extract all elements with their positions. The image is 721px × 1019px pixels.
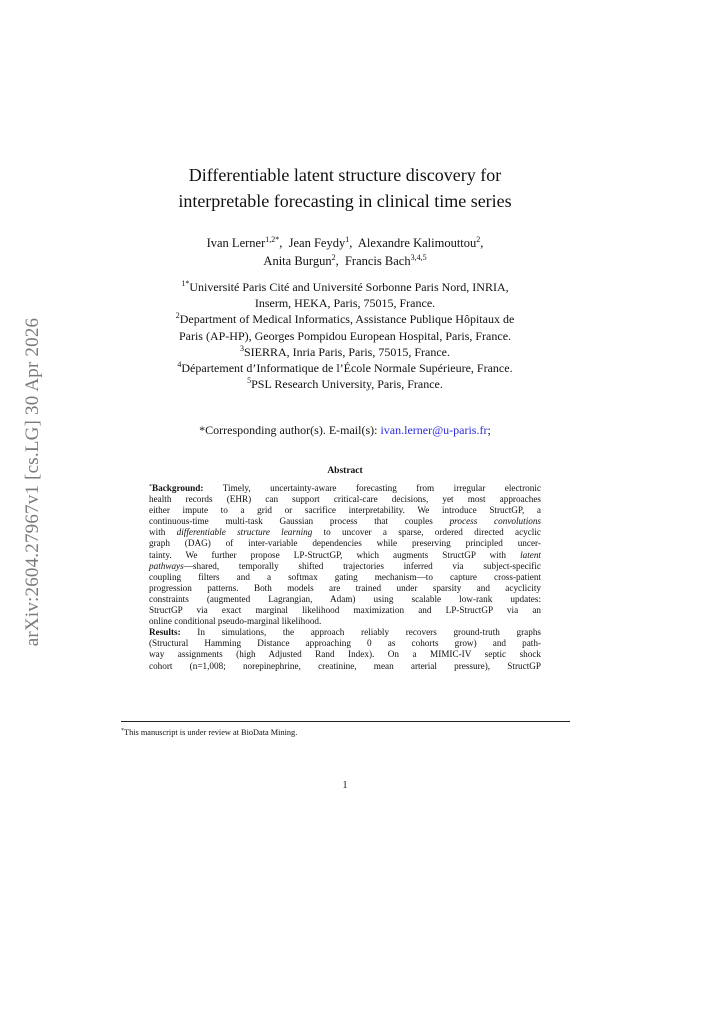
author-line-2: Anita Burgun$^2$, Francis Bach$^{3,4,5}$	[263, 253, 427, 268]
affiliation-line: $^3$SIERRA, Inria Paris, Paris, 75015, France.	[240, 343, 450, 359]
abstract-line: health records (EHR) can support critical-care decisions, yet most approaches	[149, 494, 541, 505]
author-affiliation-mark: 2	[331, 253, 336, 262]
affiliation-line: Inserm, HEKA, Paris, 75015, France.	[254, 296, 436, 311]
affiliation-line: Paris (AP-HP), Georges Pompidou European Hospital, Paris, France.	[178, 328, 512, 343]
abstract-line: graph (DAG) of inter-variable dependencies while preserving principled uncer-	[149, 538, 541, 549]
author-affiliation-mark: 2	[476, 235, 481, 244]
affiliation-line: $^5$PSL Research University, Paris, France.	[247, 376, 443, 392]
abstract-line: (Structural Hamming Distance approaching 0 as cohorts grow) and path-	[149, 638, 541, 649]
author-name: Jean Feydy	[288, 236, 346, 250]
title-line-1: Differentiable latent structure discovery for	[188, 165, 502, 185]
abstract-line: constraints (augmented Lagrangian, Adam) using scalable low-rank updates:	[149, 593, 541, 604]
abstract-line: progression patterns. Both models are trained under sparsity and acyclicity	[149, 582, 541, 593]
abstract-line: Results: In simulations, the approach reliably recovers ground-truth graphs	[149, 627, 542, 638]
author-affiliation-mark: 3,4,5	[410, 253, 427, 262]
affiliation-line: $^2$Department of Medical Informatics, Assistance Publique Hôpitaux de	[175, 311, 515, 327]
author-name: Francis Bach	[344, 254, 411, 268]
email-link[interactable]: ivan.lerner@u-paris.fr	[380, 423, 488, 437]
abstract-line: tainty. We further propose LP-StructGP, which augments StructGP with latent	[149, 549, 541, 560]
abstract-line: coupling filters and a softmax gating mechanism—to capture cross-patient	[149, 571, 541, 582]
abstract-line: with differentiable structure learning to uncover a sparse, ordered directed acyclic	[149, 527, 541, 538]
affiliation-line: $^{1*}$Université Paris Cité and Université Sorbonne Paris Nord, INRIA,	[181, 279, 509, 294]
author-affiliation-mark: 1	[345, 235, 350, 244]
abstract-line: pathways—shared, temporally shifted trajectories inferred via subject-specific	[149, 560, 541, 571]
corresponding-label: *Corresponding author(s). E-mail(s):	[199, 423, 378, 437]
page-number: 1	[342, 780, 348, 791]
abstract-line: StructGP via exact marginal likelihood maximization and LP-StructGP via an	[149, 605, 541, 616]
corresponding-author: *Corresponding author(s). E-mail(s): ivan.lerner@u-paris.fr;	[199, 423, 491, 437]
abstract-body	[149, 482, 541, 672]
author-name: Ivan Lerner	[206, 236, 266, 250]
abstract-line: either impute to a grid or sacrifice interpretability. We introduce StructGP, a	[149, 505, 541, 516]
author-name: Anita Burgun	[263, 254, 332, 268]
abstract-line: online conditional pseudo-marginal likelihood.	[149, 616, 322, 627]
paper-title	[140, 162, 550, 214]
footnote: *This manuscript is under review at BioData Mining.	[121, 728, 298, 737]
author-line-1: Ivan Lerner$^{1,2*}$, Jean Feydy$^1$, Alexandre Kalimouttou$^2$,	[206, 235, 484, 250]
affiliation-list	[120, 279, 570, 392]
affiliation-line: $^4$Département d’Informatique de l’École Normale Supérieure, France.	[177, 360, 513, 376]
abstract-line: cohort (n=1,008; norepinephrine, creatinine, mean arterial pressure), StructGP	[149, 660, 541, 671]
author-list	[140, 234, 550, 270]
abstract-heading: Abstract	[327, 466, 363, 476]
abstract-line: continuous-time multi-task Gaussian process that couples process convolutions	[149, 516, 542, 527]
abstract-line: way assignments (high Adjusted Rand Index). On a MIMIC-IV septic shock	[149, 649, 541, 660]
abstract-line: *Background: Timely, uncertainty-aware forecasting from irregular electronic	[149, 483, 541, 493]
author-name: Alexandre Kalimouttou	[357, 236, 477, 250]
author-affiliation-mark: 1,2*	[265, 235, 280, 244]
title-line-2: interpretable forecasting in clinical time series	[178, 191, 512, 211]
arxiv-sidebar	[22, 296, 44, 668]
footnote-rule	[121, 721, 570, 722]
arxiv-identifier: arXiv:2604.27967v1 [cs.LG] 30 Apr 2026	[22, 317, 43, 647]
